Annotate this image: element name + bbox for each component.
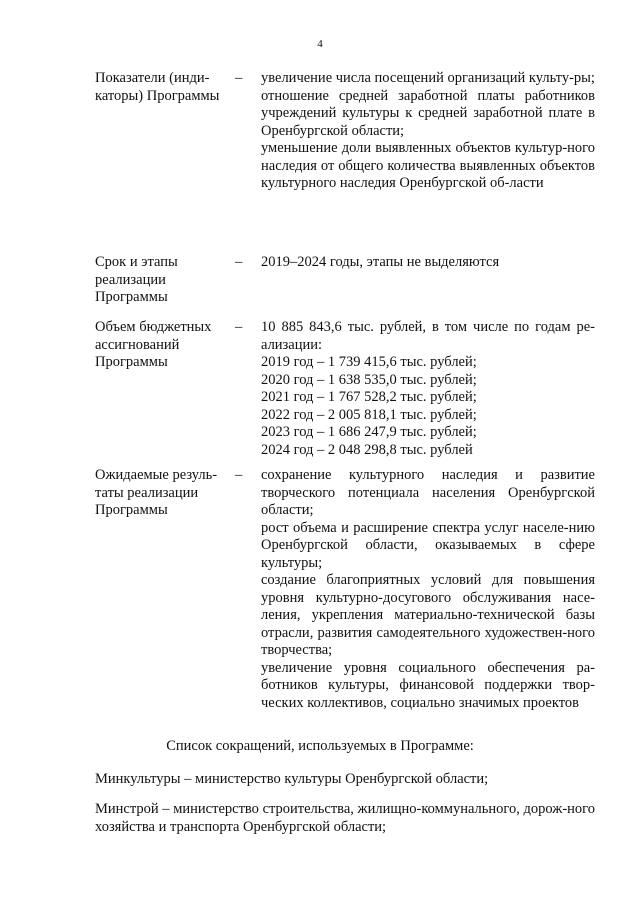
row-dash: –: [235, 254, 243, 270]
row-label: Срок и этапы реализации Программы: [95, 254, 178, 305]
budget-year-item: 2020 год – 1 638 535,0 тыс. рублей;: [261, 371, 477, 388]
row-value: [261, 467, 595, 712]
value-item: 2019–2024 годы, этапы не выделяются: [261, 254, 500, 270]
row-label: Показатели (инди- каторы) Программы: [95, 70, 220, 104]
budget-year-item: 2024 год – 2 048 298,8 тыс. рублей: [261, 441, 473, 458]
row-value: [261, 70, 595, 193]
value-item: сохранение культурного наследия и развитие творческого потенциала населения Оренбургской области;: [261, 467, 595, 518]
row-dash: –: [235, 467, 243, 483]
abbreviation-item: Минстрой – министерство строительства, жилищно-коммунального, дорож-ного хозяйства и транспорта Оренбургской области;: [95, 801, 595, 835]
value-item: создание благоприятных условий для повышения уровня культурно-досугового обслуживания насе-ления, укрепления материально-технической базы отрасли, развития самодеятельного художествен-ного творчества;: [261, 572, 595, 658]
abbreviation-item: Минкультуры – министерство культуры Оренбургской области;: [95, 771, 489, 787]
value-item: увеличение уровня социального обеспечения ра-ботников культуры, финансовой поддержки твор-ческих коллективов, социально значимых проектов: [261, 659, 595, 711]
value-item: отношение средней заработной платы работников учреждений культуры к средней заработной плате в Оренбургской области;: [261, 87, 595, 139]
row-value: [261, 319, 595, 459]
row-label: Объем бюджетных ассигнований Программы: [95, 319, 212, 370]
row-dash: –: [235, 70, 243, 86]
row-label: Ожидаемые резуль- таты реализации Программы: [95, 467, 218, 518]
page-number: 4: [317, 38, 323, 50]
value-item: 10 885 843,6 тыс. рублей, в том числе по годам ре-ализации:: [261, 319, 595, 353]
budget-year-item: 2022 год – 2 005 818,1 тыс. рублей;: [261, 406, 477, 423]
abbreviations-title: Список сокращений, используемых в Программе:: [166, 738, 474, 754]
budget-year-item: 2023 год – 1 686 247,9 тыс. рублей;: [261, 424, 477, 440]
budget-year-item: 2019 год – 1 739 415,6 тыс. рублей;: [261, 354, 477, 370]
budget-year-item: 2021 год – 1 767 528,2 тыс. рублей;: [261, 389, 477, 405]
row-value: [261, 254, 595, 272]
row-dash: –: [235, 319, 243, 335]
value-item: рост объема и расширение спектра услуг населе-нию Оренбургской области, оказываемых в сфере культуры;: [261, 519, 595, 571]
value-item: уменьшение доли выявленных объектов культур-ного наследия от общего количества выявленных объектов культурного наследия Оренбургской об-ласти: [261, 140, 595, 191]
value-item: увеличение числа посещений организаций культу-ры;: [261, 70, 595, 86]
